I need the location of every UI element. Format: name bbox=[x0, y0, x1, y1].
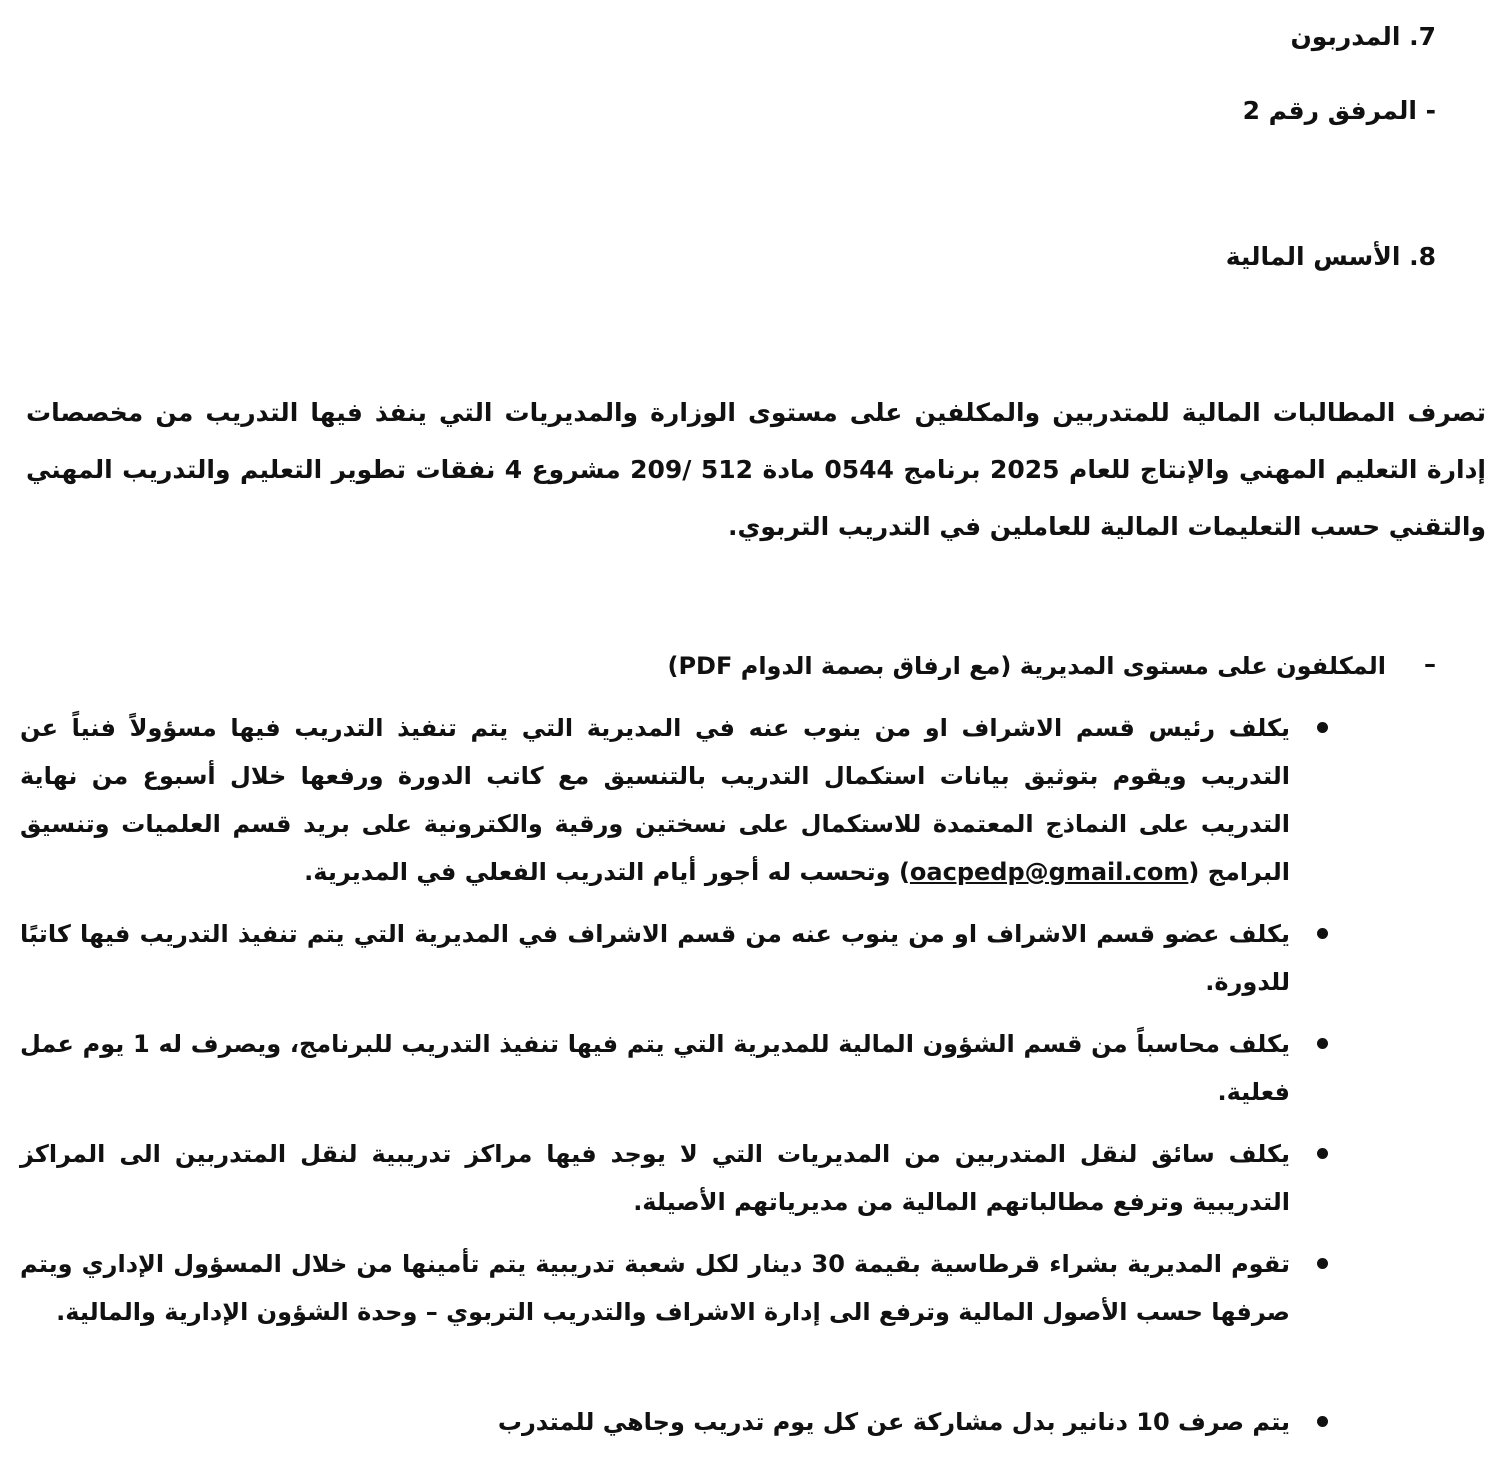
bullet-text: يكلف رئيس قسم الاشراف او من ينوب عنه في المديرية التي يتم تنفيذ التدريب فيها مسؤولاً فنياً عن التدريب ويقوم بتوثيق بيانات استكمال التدريب بالتنسيق مع كاتب الدورة ورفعها خلال أسبوع من نهاية التدريب على النماذج المعتمدة للاستكمال على نسختين ورقية والكترونية على بريد قسم العلميات وتنسيق البرامج ( bbox=[20, 714, 1290, 886]
bullet-icon bbox=[1317, 1038, 1328, 1049]
assignees-heading: المكلفون على مستوى المديرية (مع ارفاق بصمة الدوام PDF) bbox=[667, 652, 1386, 680]
bullet-icon bbox=[1317, 722, 1328, 733]
bullet-text: يتم صرف 10 دنانير بدل مشاركة عن كل يوم تدريب وجاهي للمتدرب bbox=[497, 1408, 1290, 1436]
list-item bbox=[20, 1020, 1290, 1120]
list-item bbox=[20, 704, 1290, 900]
bullet-text: يكلف محاسباً من قسم الشؤون المالية للمديرية التي يتم فيها تنفيذ التدريب للبرنامج، ويصرف له 1 يوم عمل فعلية. bbox=[20, 1030, 1291, 1106]
list-item bbox=[20, 1240, 1290, 1388]
intro-text: تصرف المطالبات المالية للمتدربين والمكلفين على مستوى الوزارة والمديريات التي ينفذ فيها التدريب من مخصصات إدارة التعليم المهني والإنتاج للعام 2025 برنامج 0544 مادة 512 /209 مشروع 4 نفقات تطوير التعليم والتدريب المهني والتقني حسب التعليمات المالية للعاملين في التدريب التربوي. bbox=[26, 398, 1486, 541]
dash-marker: – bbox=[1424, 650, 1436, 678]
bullet-text: تقوم المديرية بشراء قرطاسية بقيمة 30 دينار لكل شعبة تدريبية يتم تأمينها من خلال المسؤول الإداري ويتم صرفها حسب الأصول المالية وترفع الى إدارة الاشراف والتدريب التربوي – وحدة الشؤون الإدارية والمالية. bbox=[20, 1250, 1291, 1326]
bullet-icon bbox=[1317, 1258, 1328, 1269]
email-link[interactable]: oacpedp@gmail.com bbox=[909, 858, 1189, 886]
list-item bbox=[20, 910, 1290, 1010]
list-item bbox=[20, 1130, 1290, 1230]
section-7-heading: 7. المدربون bbox=[1290, 22, 1436, 51]
bullet-icon bbox=[1317, 928, 1328, 939]
bullet-text: يكلف سائق لنقل المتدربين من المديريات التي لا يوجد فيها مراكز تدريبية لنقل المتدربين الى المراكز التدريبية وترفع مطالباتهم المالية من مديرياتهم الأصيلة. bbox=[20, 1140, 1290, 1216]
financial-basis-paragraph bbox=[26, 384, 1486, 555]
bullet-icon bbox=[1317, 1148, 1328, 1159]
list-item bbox=[20, 1398, 1290, 1446]
attachment-reference: - المرفق رقم 2 bbox=[1242, 96, 1436, 125]
bullet-text: يكلف عضو قسم الاشراف او من ينوب عنه من قسم الاشراف في المديرية التي يتم تنفيذ التدريب فيها كاتبًا للدورة. bbox=[20, 920, 1290, 996]
section-8-heading: 8. الأسس المالية bbox=[1225, 242, 1436, 271]
assignees-list bbox=[20, 704, 1290, 1456]
bullet-icon bbox=[1317, 1416, 1328, 1427]
bullet-text-end: ) وتحسب له أجور أيام التدريب الفعلي في المديرية. bbox=[304, 858, 910, 886]
